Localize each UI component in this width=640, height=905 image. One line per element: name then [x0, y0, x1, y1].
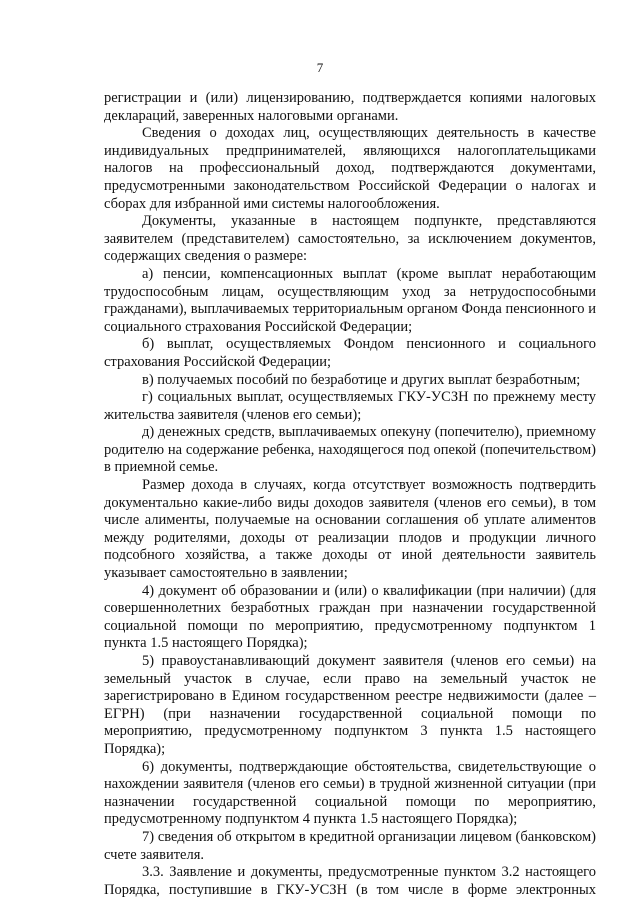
- paragraph: Сведения о доходах лиц, осуществляющих деятельность в качестве индивидуальных предпринимателей, являющихся налогоплательщиками налогов на профессиональный доход, подтверждаются документами, предусмотренными законодательством Российской Федерации о налогах и сборах для избранной ими системы налогообложения.: [104, 125, 596, 212]
- paragraph: а) пенсии, компенсационных выплат (кроме выплат неработающим трудоспособным лицам, осуществляющим уход за нетрудоспособными гражданами), выплачиваемых территориальным органом Фонда пенсионного и социального страхования Российской Федерации;: [104, 265, 596, 335]
- paragraph: Размер дохода в случаях, когда отсутствует возможность подтвердить документально какие-либо виды доходов заявителя (членов его семьи), в том числе алименты, получаемые на основании соглашения об уплате алиментов между родителями, доходы от реализации плодов и продукции личного подсобного хозяйства, а также доходы от иной деятельности заявитель указывает самостоятельно в заявлении;: [104, 477, 596, 582]
- paragraph: г) социальных выплат, осуществляемых ГКУ-УСЗН по прежнему месту жительства заявителя (членов его семьи);: [104, 389, 596, 423]
- paragraph: 6) документы, подтверждающие обстоятельства, свидетельствующие о нахождении заявителя (членов его семьи) в трудной жизненной ситуации (при назначении государственной социальной помощи по мероприятию, предусмотренному подпунктом 4 пункта 1.5 настоящего Порядка);: [104, 758, 596, 828]
- paragraph: 4) документ об образовании и (или) о квалификации (при наличии) (для совершеннолетних безработных граждан при назначении государственной социальной помощи по мероприятию, предусмотренному подпунктом 1 пункта 1.5 настоящего Порядка);: [104, 582, 596, 652]
- paragraph: 3.3. Заявление и документы, предусмотренные пунктом 3.2 настоящего Порядка, поступившие в ГКУ-УСЗН (в том числе в форме электронных: [104, 864, 596, 898]
- paragraph: б) выплат, осуществляемых Фондом пенсионного и социального страхования Российской Федерации;: [104, 336, 596, 370]
- paragraph: 5) правоустанавливающий документ заявителя (членов его семьи) на земельный участок в случае, если право на земельный участок не зарегистрировано в Едином государственном реестре недвижимости (далее – ЕГРН) (при назначении государственной социальной помощи по мероприятию, предусмотренному подпунктом 3 пункта 1.5 настоящего Порядка);: [104, 653, 596, 757]
- document-body: [104, 90, 596, 899]
- paragraph: д) денежных средств, выплачиваемых опекуну (попечителю), приемному родителю на содержание ребенка, находящегося под опекой (попечительством) в приемной семье.: [104, 424, 596, 476]
- paragraph: в) получаемых пособий по безработице и других выплат безработным;: [142, 371, 581, 388]
- paragraph: 7) сведения об открытом в кредитной организации лицевом (банковском) счете заявителя.: [104, 828, 596, 863]
- paragraph: регистрации и (или) лицензированию, подтверждается копиями налоговых деклараций, заверенных налоговыми органами.: [104, 90, 596, 124]
- page-number: 7: [316, 60, 324, 75]
- paragraph: Документы, указанные в настоящем подпункте, представляются заявителем (представителем) самостоятельно, за исключением документов, содержащих сведения о размере:: [104, 213, 596, 265]
